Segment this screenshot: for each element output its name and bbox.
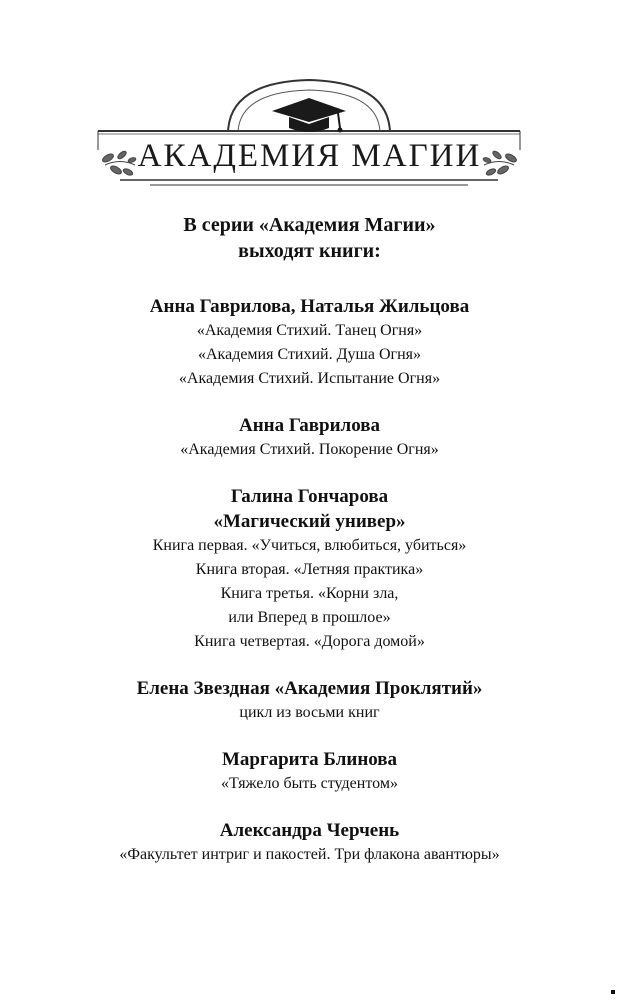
author-name: Елена Звездная «Академия Проклятий» xyxy=(136,678,483,699)
author-group xyxy=(0,747,619,796)
book-title: Книга первая. «Учиться, влюбиться, убиться» xyxy=(152,537,467,554)
graduation-cap-icon xyxy=(272,98,346,133)
book-title: цикл из восьми книг xyxy=(239,704,380,721)
series-title: АКАДЕМИЯ МАГИИ xyxy=(137,138,482,174)
author-group xyxy=(0,484,619,654)
author-group xyxy=(0,818,619,867)
intro-line: В серии «Академия Магии» xyxy=(183,214,436,236)
book-title: Книга вторая. «Летняя практика» xyxy=(195,561,424,578)
author-name: Маргарита Блинова xyxy=(221,749,398,770)
book-title: Книга четвертая. «Дорога домой» xyxy=(194,633,425,650)
book-title: «Академия Стихий. Испытание Огня» xyxy=(178,370,441,387)
book-list xyxy=(0,212,619,867)
author-group xyxy=(0,294,619,391)
intro-line: выходят книги: xyxy=(238,240,381,262)
book-title: «Академия Стихий. Покорение Огня» xyxy=(180,441,439,458)
author-name: Галина Гончарова xyxy=(230,486,389,507)
book-title: или Вперед в прошлое» xyxy=(228,609,391,626)
author-name: Анна Гаврилова, Наталья Жильцова xyxy=(149,296,470,317)
author-name: Александра Черчень xyxy=(219,820,400,841)
author-group xyxy=(0,676,619,725)
page-mark xyxy=(611,990,615,994)
author-group xyxy=(0,413,619,462)
book-title: «Академия Стихий. Душа Огня» xyxy=(198,346,421,363)
author-name: Анна Гаврилова xyxy=(238,415,380,436)
book-title: «Факультет интриг и пакостей. Три флакона авантюры» xyxy=(119,846,500,863)
book-title: «Тяжело быть студентом» xyxy=(221,775,398,792)
series-name: «Магический универ» xyxy=(213,511,406,532)
book-title: Книга третья. «Корни зла, xyxy=(220,585,399,602)
series-header xyxy=(0,0,619,200)
book-title: «Академия Стихий. Танец Огня» xyxy=(196,322,423,339)
